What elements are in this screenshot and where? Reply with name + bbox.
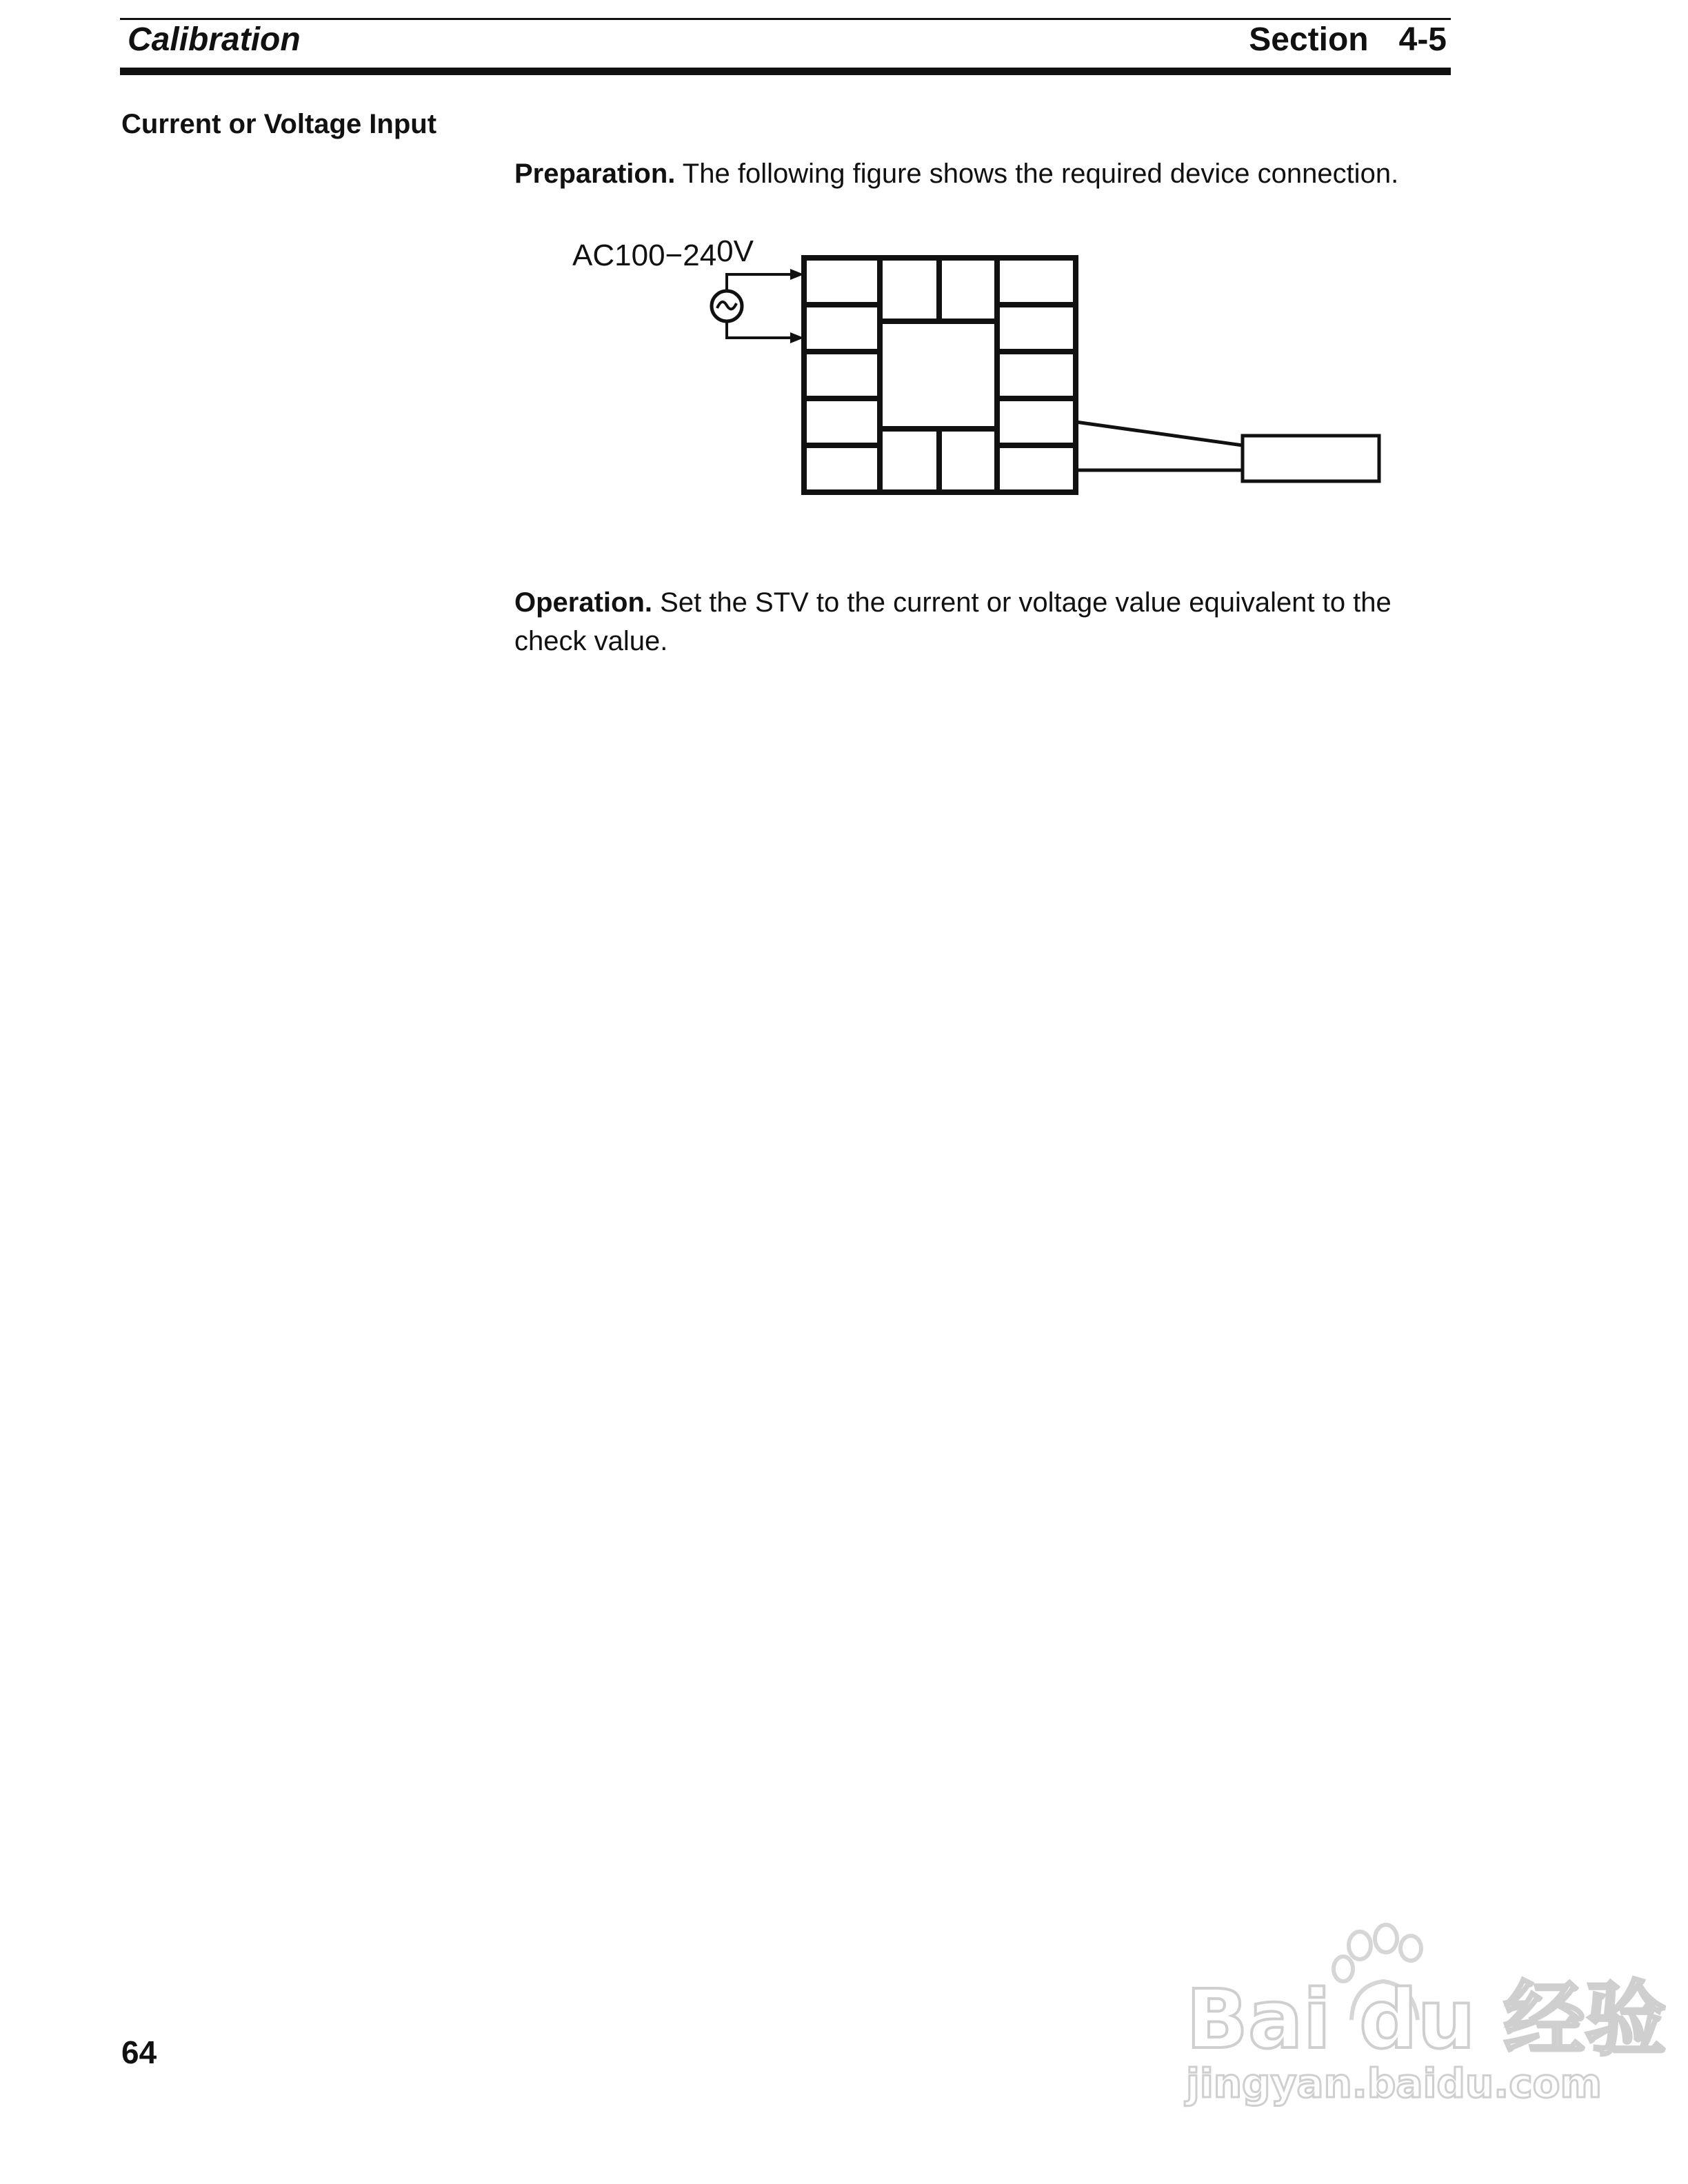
preparation-text: The following figure shows the required device connection. (675, 159, 1399, 189)
watermark-brand: Bai du 经验 (1186, 1972, 1667, 2067)
watermark-url: jingyan.baidu.com (1186, 2060, 1602, 2107)
preparation-lead: Preparation. (514, 159, 676, 189)
side-heading: Current or Voltage Input (121, 109, 437, 139)
ac-wave-icon (717, 302, 736, 309)
baidu-watermark-logo (1179, 1910, 1667, 2110)
running-title: Calibration (128, 21, 301, 58)
stv-device (1243, 436, 1379, 481)
operation-paragraph (514, 583, 1431, 660)
operation-lead: Operation. (514, 587, 653, 618)
output-wire-top (1076, 422, 1243, 445)
supply-voltage-label-text: AC100−24 (572, 239, 717, 272)
section-number: 4-5 (1398, 21, 1447, 58)
page-number: 64 (121, 2034, 157, 2070)
section-label: Section (1249, 21, 1369, 58)
supply-voltage-label-cut: 0V (716, 234, 754, 268)
operation-text: Set the STV to the current or voltage value equivalent to the check value. (514, 587, 1391, 656)
controller-terminal-block (804, 258, 1076, 492)
